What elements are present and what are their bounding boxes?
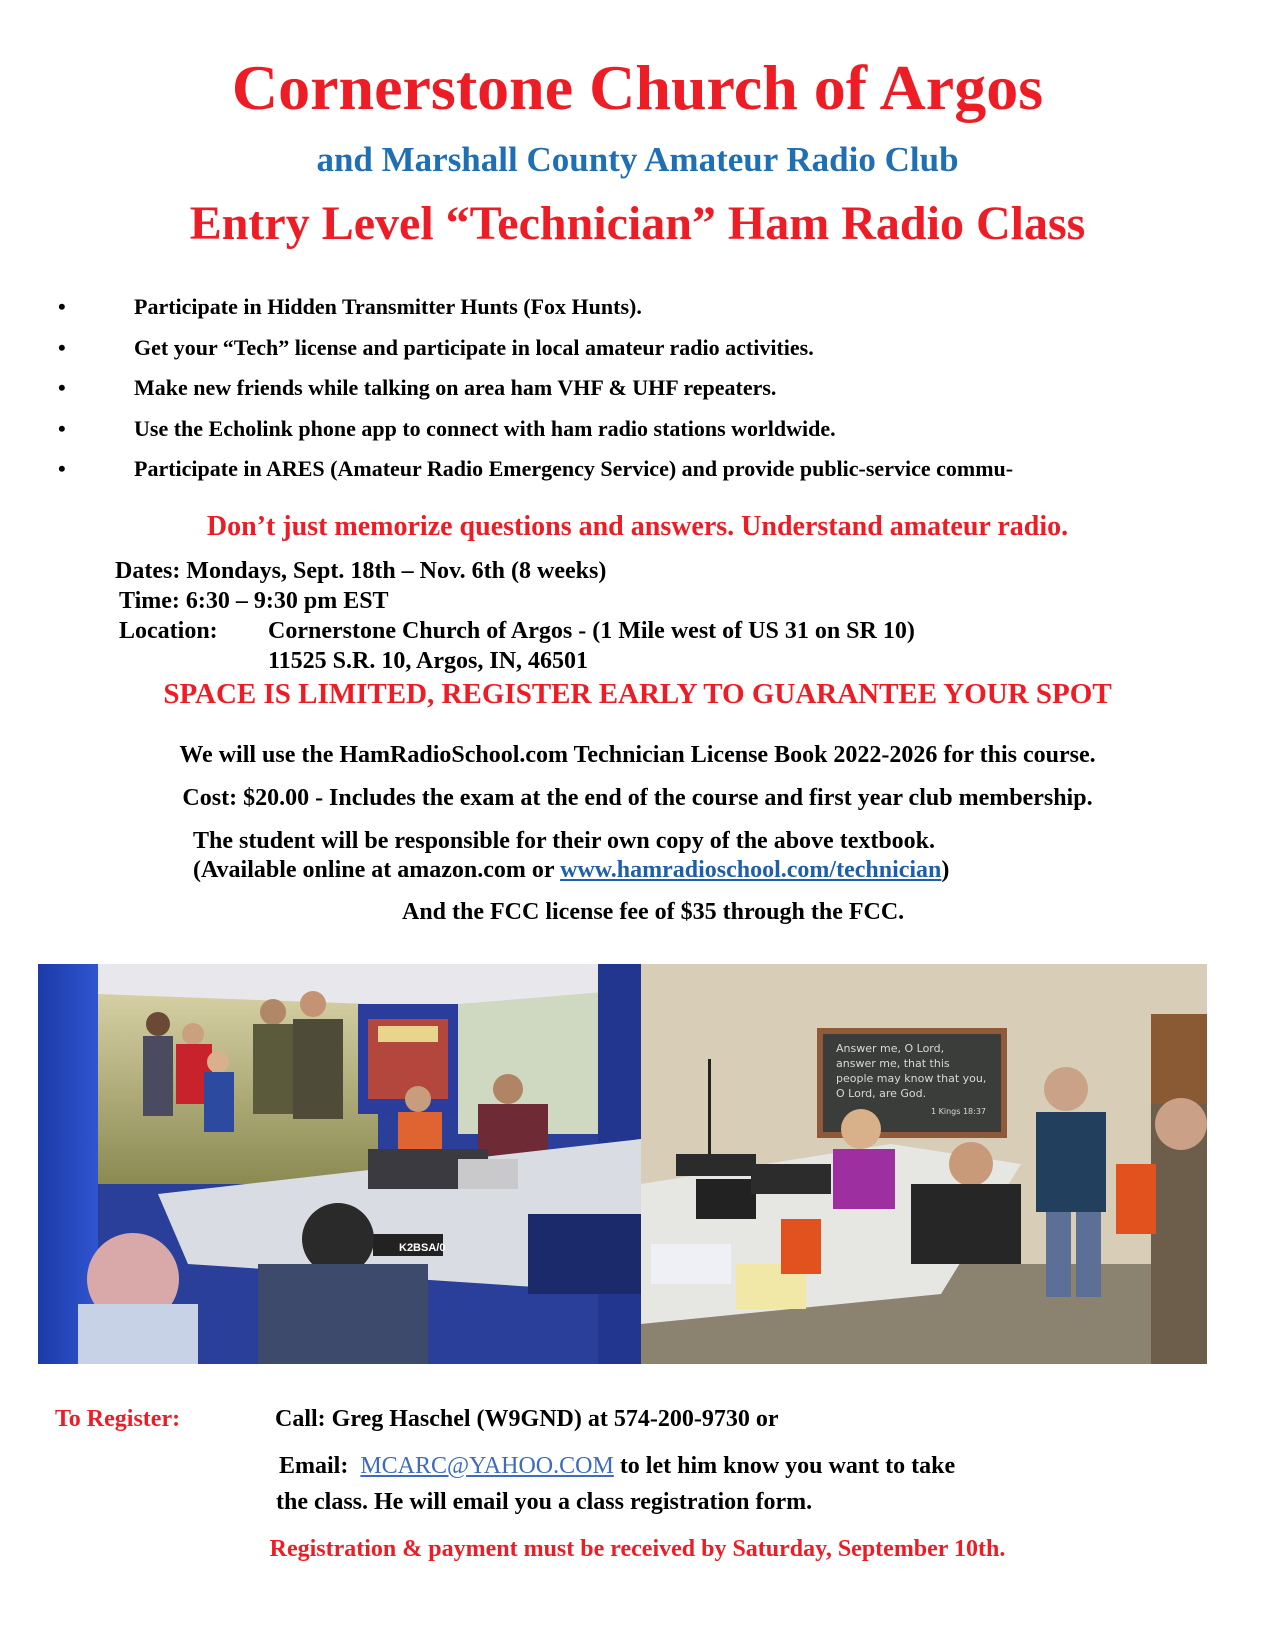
location-line-2: 11525 S.R. 10, Argos, IN, 46501: [268, 648, 589, 674]
list-item: • Participate in Hidden Transmitter Hunts (Fox Hunts).: [58, 294, 642, 319]
bullet-icon: •: [58, 294, 66, 319]
tagline: Don’t just memorize questions and answers. Understand amateur radio.: [206, 511, 1069, 542]
class-title: Entry Level “Technician” Ham Radio Class: [189, 197, 1086, 250]
chalk-line-3: people may know that you,: [836, 1072, 987, 1085]
chalk-line-5: 1 Kings 18:37: [931, 1107, 987, 1116]
space-notice: SPACE IS LIMITED, REGISTER EARLY TO GUARANTEE YOUR SPOT: [163, 678, 1112, 710]
class-dates: Dates: Mondays, Sept. 18th – Nov. 6th (8 weeks): [115, 558, 607, 584]
chalk-line-1: Answer me, O Lord,: [836, 1042, 945, 1055]
textbook-note: The student will be responsible for their own copy of the above textbook.: [193, 828, 936, 854]
register-email-line: Email: MCARC@YAHOO.COM to let him know you want to take: [279, 1453, 956, 1479]
bullet-icon: •: [58, 456, 66, 481]
chalk-line-4: O Lord, are God.: [836, 1087, 927, 1100]
registration-deadline: Registration & payment must be received by Saturday, September 10th.: [269, 1536, 1006, 1562]
cost-info: Cost: $20.00 - Includes the exam at the end of the course and first year club membership.: [182, 785, 1093, 811]
fcc-fee: And the FCC license fee of $35 through the FCC.: [402, 899, 905, 925]
chalk-line-2: answer me, that this: [836, 1057, 950, 1070]
list-item: • Use the Echolink phone app to connect with ham radio stations worldwide.: [58, 415, 836, 441]
email-link[interactable]: MCARC@YAHOO.COM: [360, 1453, 614, 1479]
flyer-title: Cornerstone Church of Argos: [231, 52, 1044, 123]
bullet-icon: •: [58, 415, 66, 441]
flyer-subtitle: and Marshall County Amateur Radio Club: [316, 140, 959, 179]
register-call: Call: Greg Haschel (W9GND) at 574-200-9730 or: [275, 1406, 779, 1432]
outdoor-radio-photo: [38, 964, 641, 1364]
list-item: • Participate in ARES (Amateur Radio Emergency Service) and provide public-service commu-: [58, 456, 1014, 481]
register-note: the class. He will email you a class registration form.: [276, 1489, 813, 1515]
textbook-availability: (Available online at amazon.com or www.hamradioschool.com/technician): [193, 857, 950, 883]
station-sign: K2BSA/0: [399, 1242, 446, 1254]
feature-list: [58, 293, 1258, 496]
class-time: Time: 6:30 – 9:30 pm EST: [119, 588, 389, 614]
book-info: We will use the HamRadioSchool.com Technician License Book 2022-2026 for this course.: [179, 742, 1096, 768]
list-item: • Make new friends while talking on area ham VHF & UHF repeaters.: [58, 375, 777, 400]
classroom-photo: [641, 964, 1207, 1364]
bullet-icon: •: [58, 375, 66, 400]
register-label: To Register:: [55, 1406, 181, 1432]
location-line-1: Cornerstone Church of Argos - (1 Mile west of US 31 on SR 10): [268, 618, 915, 644]
bullet-icon: •: [58, 334, 66, 360]
location-label: Location:: [119, 618, 218, 644]
textbook-link[interactable]: www.hamradioschool.com/technician: [560, 857, 942, 883]
list-item: • Get your “Tech” license and participate in local amateur radio activities.: [58, 334, 814, 360]
